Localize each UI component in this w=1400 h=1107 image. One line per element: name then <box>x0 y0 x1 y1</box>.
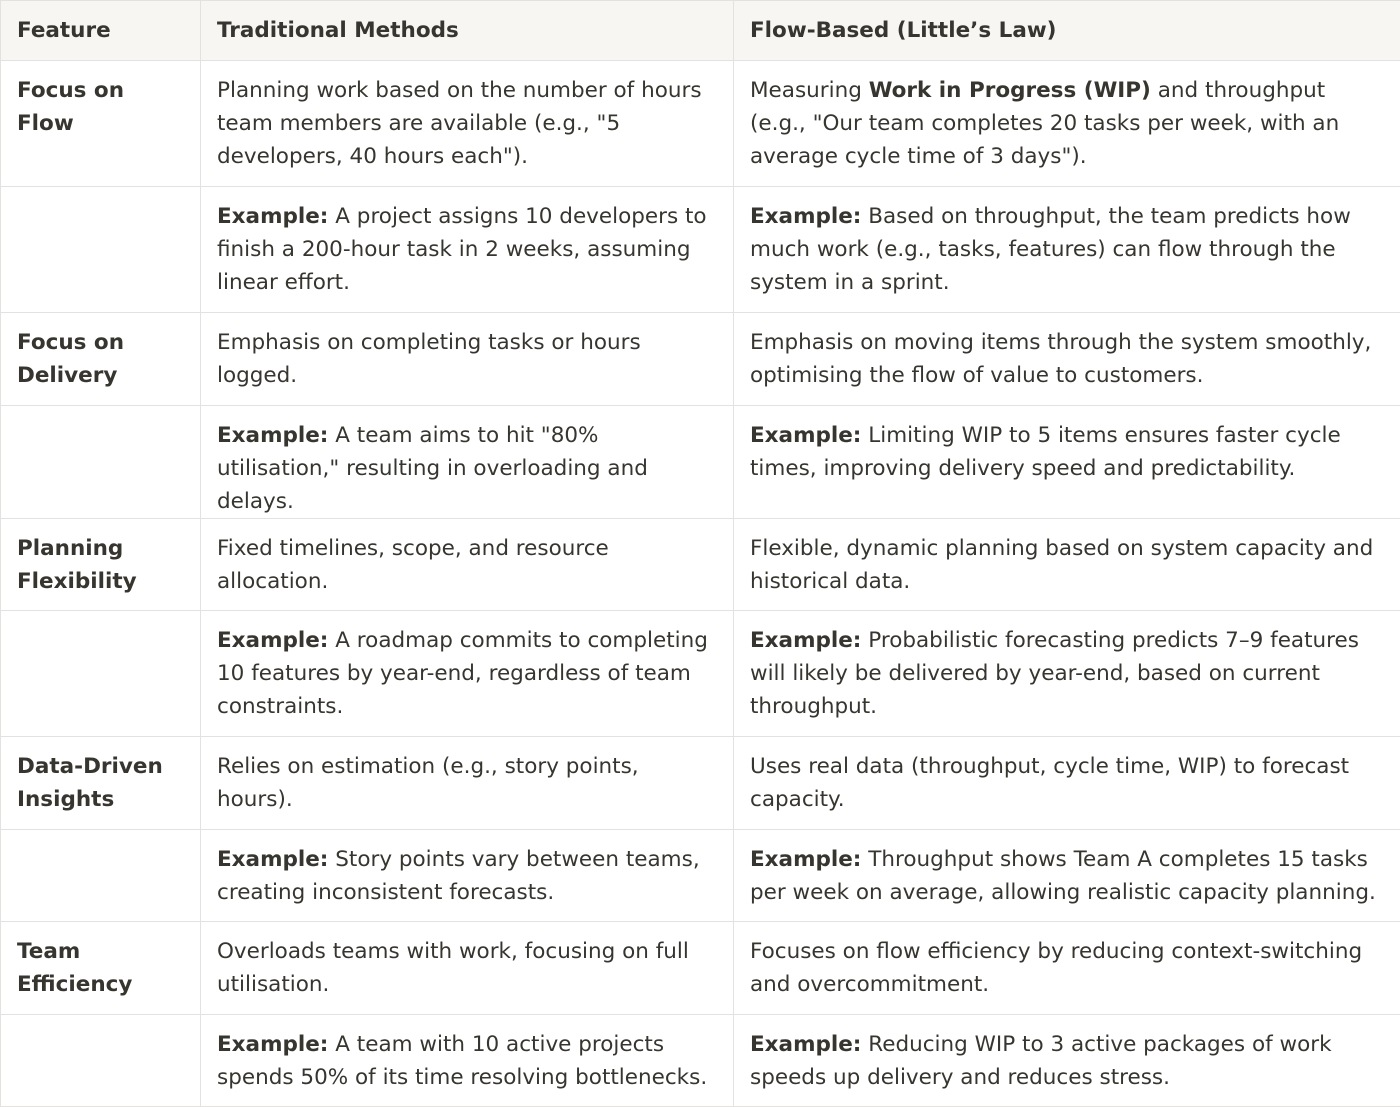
feature-cell: Planning Flexibility <box>1 519 201 611</box>
traditional-cell: Relies on estimation (e.g., story points, hours). <box>201 737 734 830</box>
example-label: Example: <box>750 423 861 448</box>
feature-cell: Focus on Delivery <box>1 313 201 406</box>
flow-example-cell <box>734 187 1400 313</box>
example-label: Example: <box>750 628 861 653</box>
example-text: A roadmap commits to completing 10 features by year-end, regardless of team constraints. <box>217 628 708 719</box>
table-row <box>1 519 1400 611</box>
flow-example-cell <box>734 406 1400 519</box>
example-row <box>1 406 1400 519</box>
flow-cell: Focuses on flow efficiency by reducing context-switching and overcommitment. <box>734 922 1400 1015</box>
example-text: Throughput shows Team A completes 15 tasks per week on average, allowing realistic capacity planning. <box>750 847 1376 905</box>
flow-cell: Uses real data (throughput, cycle time, WIP) to forecast capacity. <box>734 737 1400 830</box>
example-label: Example: <box>750 847 861 872</box>
flow-cell: Flexible, dynamic planning based on system capacity and historical data. <box>734 519 1400 611</box>
example-label: Example: <box>217 1032 328 1057</box>
table-row <box>1 737 1400 830</box>
table-row <box>1 922 1400 1015</box>
example-text: A team with 10 active projects spends 50% of its time resolving bottlenecks. <box>217 1032 707 1090</box>
traditional-example-cell <box>201 187 734 313</box>
example-text: Based on throughput, the team predicts how much work (e.g., tasks, features) can flow through the system in a sprint. <box>750 204 1351 295</box>
traditional-cell: Fixed timelines, scope, and resource allocation. <box>201 519 734 611</box>
example-label: Example: <box>750 204 861 229</box>
traditional-example-cell <box>201 830 734 922</box>
empty-feature-cell <box>1 1015 201 1107</box>
table-row <box>1 313 1400 406</box>
example-text: Reducing WIP to 3 active packages of work speeds up delivery and reduces stress. <box>750 1032 1332 1090</box>
example-label: Example: <box>750 1032 861 1057</box>
example-label: Example: <box>217 423 328 448</box>
header-feature: Feature <box>1 1 201 61</box>
flow-text-bold: Work in Progress (WIP) <box>869 78 1151 103</box>
traditional-cell: Overloads teams with work, focusing on full utilisation. <box>201 922 734 1015</box>
empty-feature-cell <box>1 406 201 519</box>
traditional-cell: Planning work based on the number of hours team members are available (e.g., "5 developers, 40 hours each"). <box>201 61 734 187</box>
empty-feature-cell <box>1 830 201 922</box>
flow-example-cell <box>734 1015 1400 1107</box>
header-traditional: Traditional Methods <box>201 1 734 61</box>
flow-example-cell <box>734 830 1400 922</box>
feature-cell: Data-Driven Insights <box>1 737 201 830</box>
example-text: Story points vary between teams, creating inconsistent forecasts. <box>217 847 700 905</box>
empty-feature-cell <box>1 187 201 313</box>
flow-example-cell <box>734 611 1400 737</box>
empty-feature-cell <box>1 611 201 737</box>
example-text: A team aims to hit "80% utilisation," resulting in overloading and delays. <box>217 423 648 514</box>
header-row <box>1 1 1400 61</box>
flow-text-post: and throughput (e.g., "Our team completes 20 tasks per week, with an average cycle time of 3 days"). <box>750 78 1339 169</box>
example-text: Limiting WIP to 5 items ensures faster cycle times, improving delivery speed and predictability. <box>750 423 1341 481</box>
example-row <box>1 187 1400 313</box>
traditional-example-cell <box>201 611 734 737</box>
flow-cell <box>734 61 1400 187</box>
feature-cell: Focus on Flow <box>1 61 201 187</box>
feature-cell: Team Efficiency <box>1 922 201 1015</box>
traditional-example-cell <box>201 406 734 519</box>
traditional-cell: Emphasis on completing tasks or hours logged. <box>201 313 734 406</box>
example-text: Probabilistic forecasting predicts 7–9 features will likely be delivered by year-end, based on current throughput. <box>750 628 1359 719</box>
example-row <box>1 1015 1400 1107</box>
flow-cell: Emphasis on moving items through the system smoothly, optimising the flow of value to customers. <box>734 313 1400 406</box>
example-label: Example: <box>217 204 328 229</box>
example-label: Example: <box>217 847 328 872</box>
header-flow: Flow-Based (Little’s Law) <box>734 1 1400 61</box>
traditional-example-cell <box>201 1015 734 1107</box>
example-label: Example: <box>217 628 328 653</box>
example-row <box>1 611 1400 737</box>
flow-text-pre: Measuring <box>750 78 869 103</box>
example-row <box>1 830 1400 922</box>
example-text: A project assigns 10 developers to finish a 200-hour task in 2 weeks, assuming linear effort. <box>217 204 707 295</box>
table-row <box>1 61 1400 187</box>
